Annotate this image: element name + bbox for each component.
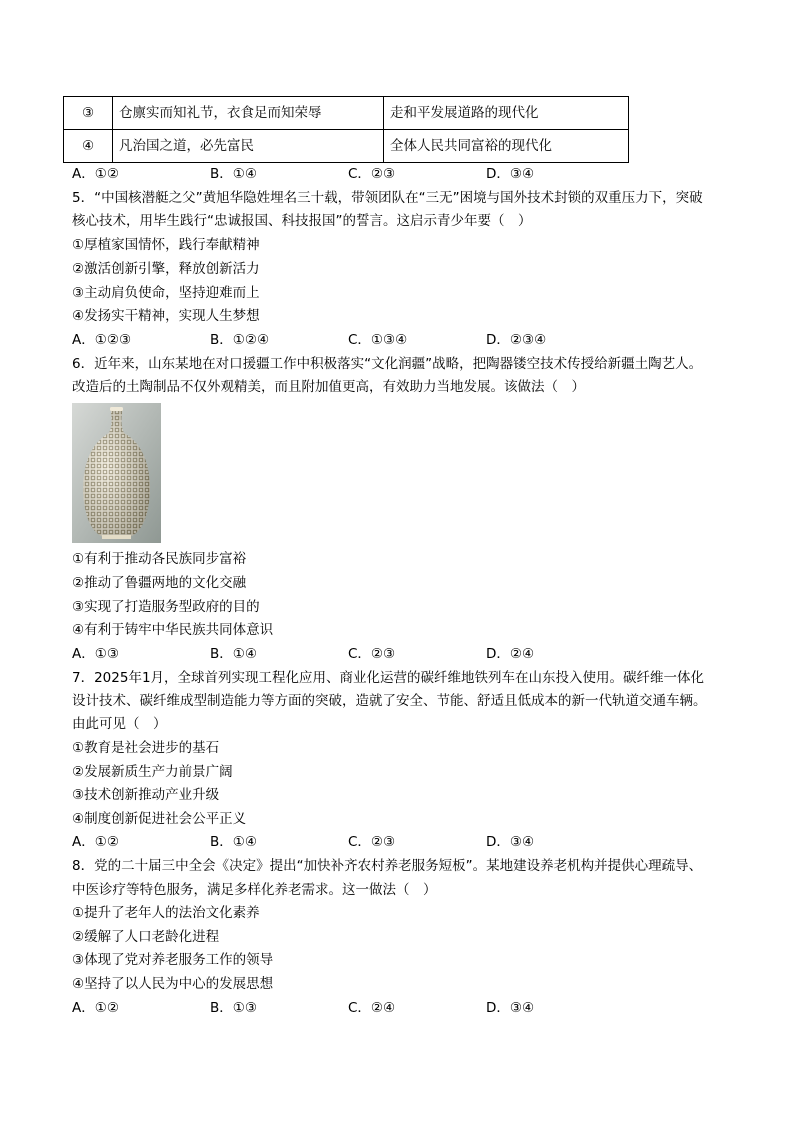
q8-item-3: ③体现了党对养老服务工作的领导 [72, 952, 274, 968]
q8-options [72, 998, 752, 1018]
table-cell-num: ④ [64, 130, 113, 163]
table-cell-value: 全体人民共同富裕的现代化 [384, 130, 629, 163]
option-d: D．②④ [486, 646, 535, 662]
option-d: D．③④ [486, 834, 535, 850]
option-a: A．①② [72, 166, 119, 182]
option-c: C．②③ [348, 646, 396, 662]
q8-stem-line1: 8．党的二十届三中全会《决定》提出“加快补齐农村养老服务短板”。某地建设养老机构并提供心理疏导、 [72, 858, 703, 874]
q6-item-1: ①有利于推动各民族同步富裕 [72, 551, 247, 567]
table-cell-text: 凡治国之道，必先富民 [113, 130, 384, 163]
q6-stem-line2: 改造后的土陶制品不仅外观精美，而且附加值更高，有效助力当地发展。该做法（ ） [72, 379, 585, 395]
q8-stem-line2: 中医诊疗等特色服务，满足多样化养老需求。这一做法（ ） [72, 882, 437, 898]
table-row [64, 97, 629, 130]
option-c: C．②④ [348, 1000, 396, 1016]
option-b: B．①④ [210, 834, 257, 850]
q5-options [72, 330, 752, 350]
q5-item-2: ②激活创新引擎，释放创新活力 [72, 261, 260, 277]
table-cell-value: 走和平发展道路的现代化 [384, 97, 629, 130]
option-c: C．②③ [348, 166, 396, 182]
q5-stem-line2: 核心技术，用毕生践行“忠诚报国、科技报国”的誓言。这启示青少年要（ ） [72, 213, 532, 229]
option-b: B．①④ [210, 166, 257, 182]
table-cell-num: ③ [64, 97, 113, 130]
q8-item-1: ①提升了老年人的法治文化素养 [72, 905, 260, 921]
q6-item-3: ③实现了打造服务型政府的目的 [72, 599, 260, 615]
option-b: B．①③ [210, 1000, 257, 1016]
q5-item-3: ③主动肩负使命，坚持迎难而上 [72, 285, 260, 301]
option-d: D．②③④ [486, 332, 547, 348]
q7-item-3: ③技术创新推动产业升级 [72, 787, 220, 803]
comparison-table [63, 96, 629, 163]
q5-stem-line1: 5．“中国核潜艇之父”黄旭华隐姓埋名三十载，带领团队在“三无”困境与国外技术封锁的双重压力下，突破 [72, 190, 703, 206]
openwork-vase-image [72, 403, 161, 543]
q8-item-4: ④坚持了以人民为中心的发展思想 [72, 976, 274, 992]
q7-item-1: ①教育是社会进步的基石 [72, 740, 220, 756]
q8-item-2: ②缓解了人口老龄化进程 [72, 929, 220, 945]
option-c: C．①③④ [348, 332, 408, 348]
q6-options [72, 644, 752, 664]
option-a: A．①② [72, 1000, 119, 1016]
q5-item-1: ①厚植家国情怀，践行奉献精神 [72, 237, 260, 253]
option-d: D．③④ [486, 166, 535, 182]
q7-stem-line1: 7．2025年1月，全球首列实现工程化应用、商业化运营的碳纤维地铁列车在山东投入使用。碳纤维一体化 [72, 670, 705, 686]
option-a: A．①② [72, 834, 119, 850]
option-a: A．①②③ [72, 332, 132, 348]
q4-options [72, 164, 752, 184]
q6-item-4: ④有利于铸牢中华民族共同体意识 [72, 622, 274, 638]
option-b: B．①④ [210, 646, 257, 662]
q7-item-4: ④制度创新促进社会公平正义 [72, 811, 247, 827]
table-row [64, 130, 629, 163]
option-d: D．③④ [486, 1000, 535, 1016]
q7-stem-line2: 设计技术、碳纤维成型制造能力等方面的突破，造就了安全、节能、舒适且低成本的新一代轨道交通车辆。 [72, 693, 707, 709]
q7-stem-line3: 由此可见（ ） [72, 716, 167, 732]
q7-options [72, 832, 752, 852]
table-cell-text: 仓廪实而知礼节，衣食足而知荣辱 [113, 97, 384, 130]
q6-stem-line1: 6．近年来，山东某地在对口援疆工作中积极落实“文化润疆”战略，把陶器镂空技术传授给新疆土陶艺人。 [72, 356, 703, 372]
option-c: C．②③ [348, 834, 396, 850]
q7-item-2: ②发展新质生产力前景广阔 [72, 764, 233, 780]
option-b: B．①②④ [210, 332, 270, 348]
q5-item-4: ④发扬实干精神，实现人生梦想 [72, 308, 260, 324]
q6-item-2: ②推动了鲁疆两地的文化交融 [72, 575, 247, 591]
option-a: A．①③ [72, 646, 119, 662]
